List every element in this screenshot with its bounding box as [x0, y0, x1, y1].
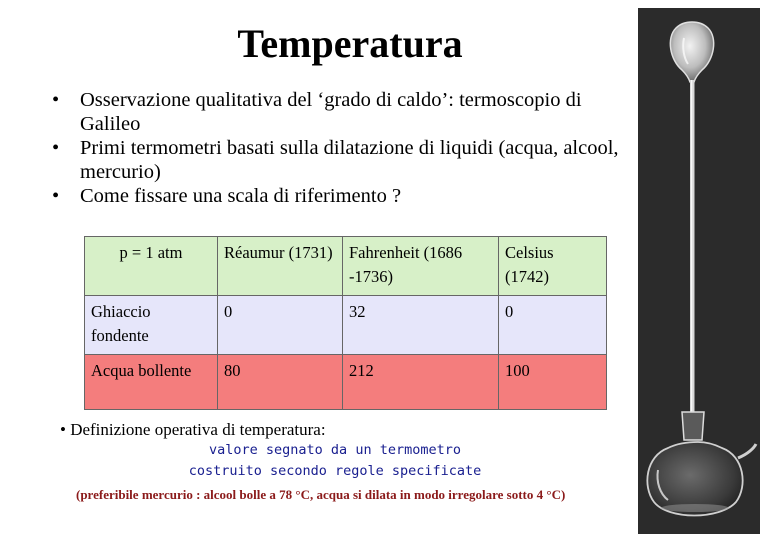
bullet-item — [52, 184, 632, 208]
cell-reaumur: 80 — [218, 355, 343, 410]
bullet-text: Come fissare una scala di riferimento ? — [80, 185, 402, 207]
page-title: Temperatura — [237, 21, 463, 66]
bullet-text: Osservazione qualitativa del ‘grado di caldo’: termoscopio di Galileo — [80, 89, 582, 135]
bullet-dot: • — [52, 89, 60, 111]
row-label: Acqua bollente — [85, 355, 218, 410]
thermoscope-photo — [638, 8, 760, 534]
header-celsius: Celsius (1742) — [499, 237, 607, 296]
bullet-list — [52, 88, 632, 208]
header-pressure: p = 1 atm — [85, 237, 218, 296]
cell-celsius: 0 — [499, 296, 607, 355]
cell-celsius: 100 — [499, 355, 607, 410]
table-header-row — [85, 237, 607, 296]
table-row — [85, 296, 607, 355]
table-row — [85, 355, 607, 410]
temperature-scales-table — [84, 236, 607, 410]
header-reaumur: Réaumur (1731) — [218, 237, 343, 296]
bullet-dot: • — [52, 137, 60, 159]
definition-lead: • Definizione operativa di temperatura: — [60, 420, 326, 439]
header-fahrenheit: Fahrenheit (1686 -1736) — [343, 237, 499, 296]
definition-line: costruito secondo regole specificate — [188, 463, 482, 479]
cell-fahrenheit: 212 — [343, 355, 499, 410]
cell-reaumur: 0 — [218, 296, 343, 355]
bullet-text: Primi termometri basati sulla dilatazione di liquidi (acqua, alcool, mercurio) — [80, 137, 619, 183]
footnote: (preferibile mercurio : alcool bolle a 78 °C, acqua si dilata in modo irregolare sotto 4 °C) — [76, 487, 566, 502]
cell-fahrenheit: 32 — [343, 296, 499, 355]
definition-line: valore segnato da un termometro — [209, 442, 461, 458]
row-label: Ghiaccio fondente — [85, 296, 218, 355]
definition-detail — [120, 440, 550, 482]
bullet-dot: • — [52, 185, 60, 207]
bullet-item — [52, 136, 632, 184]
bullet-item — [52, 88, 632, 136]
thermoscope-illustration — [638, 8, 760, 534]
